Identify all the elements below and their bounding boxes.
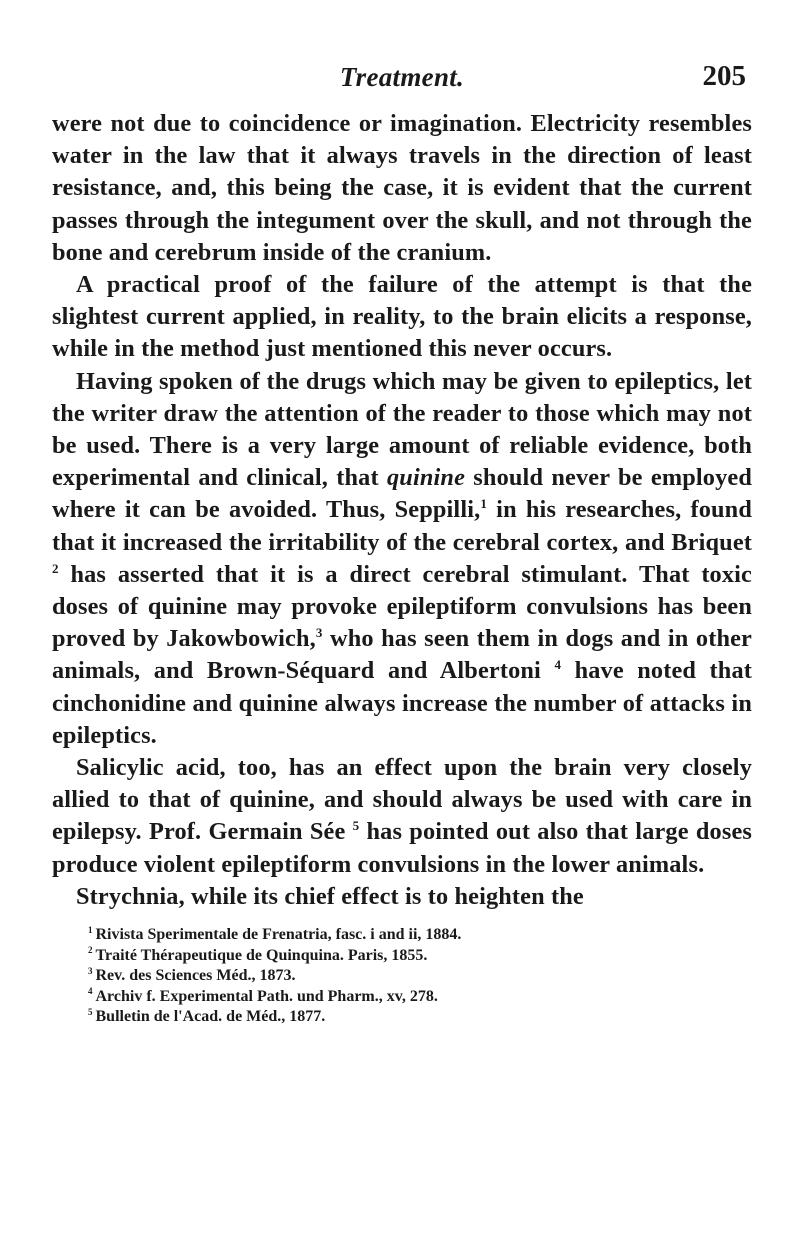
footnote-ref-2: 2 xyxy=(52,560,59,576)
footnote xyxy=(88,987,752,1008)
footnote xyxy=(88,966,752,987)
footnote xyxy=(88,1007,752,1028)
footnote-text: Rivista Sperimentale de Frenatria, fasc. i and ii, 1884. xyxy=(95,926,462,944)
footnotes xyxy=(52,925,752,1028)
footnote-number: 4 xyxy=(88,986,93,997)
page-header xyxy=(52,62,752,108)
paragraph-5: Strychnia, while its chief effect is to heighten the xyxy=(76,882,584,910)
footnote-number: 3 xyxy=(88,965,93,976)
footnote-ref-3: 3 xyxy=(315,625,323,641)
footnote xyxy=(88,946,752,967)
paragraph-4-text-a: Salicylic acid, too, has an effect upon the brain very closely allied to that of quinine, and should always be used with care in epilepsy. Prof. Germain Sée xyxy=(52,754,752,846)
footnote-ref-4: 4 xyxy=(554,657,562,673)
paragraph-3-text-d: who has seen them in dogs and in other animals, and Brown-Séquard and Albertoni xyxy=(52,625,752,685)
footnote-number: 5 xyxy=(88,1006,93,1017)
body-text xyxy=(52,108,752,913)
paragraph-3-text-e: have noted that cinchonidine and quinine always increase the number of attacks in epileptics. xyxy=(52,657,752,749)
book-page xyxy=(52,62,752,1028)
paragraph-3-text-b: in his researches, found that it increased the irritability of the cerebral cortex, and Briquet xyxy=(52,496,752,556)
paragraph-3-lead: Having spoken of the drugs which may be given to epileptics, let the writer draw the attention of the reader to those which may not be used. There is a very large amount of reliable evidence, both experimental and clinical, that xyxy=(52,367,752,492)
footnote xyxy=(88,925,752,946)
paragraph-4-text-b: has pointed out also that large doses produce violent epileptiform convulsions in the lower animals. xyxy=(52,818,752,878)
footnote-text: Bulletin de l'Acad. de Méd., 1877. xyxy=(95,1008,326,1026)
paragraph-1: were not due to coincidence or imagination. Electricity resembles water in the law that it always travels in the direction of least resistance, and, this being the case, it is evident that the current passes through the integument over the skull, and not through the bone and cerebrum inside of the cranium. xyxy=(52,110,752,266)
paragraph-4 xyxy=(52,752,752,881)
footnote-number: 1 xyxy=(88,924,93,935)
paragraph-3-text-a: should never be employed where it can be avoided. Thus, Seppilli, xyxy=(52,464,752,524)
footnote-text: Archiv f. Experimental Path. und Pharm., xv, 278. xyxy=(95,987,438,1005)
running-head: Treatment. xyxy=(339,62,465,92)
footnote-text: Rev. des Sciences Méd., 1873. xyxy=(95,967,296,985)
paragraph-3 xyxy=(52,366,752,752)
footnote-ref-5: 5 xyxy=(352,818,360,834)
footnote-ref-1: 1 xyxy=(480,496,488,512)
footnote-number: 2 xyxy=(88,945,93,956)
quinine-term: quinine xyxy=(386,464,466,492)
page-number: 205 xyxy=(702,60,746,92)
paragraph-2: A practical proof of the failure of the attempt is that the slightest current applied, in reality, to the brain elicits a response, while in the method just mentioned this never occurs. xyxy=(52,271,752,363)
footnote-text: Traité Thérapeutique de Quinquina. Paris, 1855. xyxy=(95,946,428,964)
paragraph-3-text-c: has asserted that it is a direct cerebral stimulant. That toxic doses of quinine may provoke epileptiform convulsions has been proved by Jakowbowich, xyxy=(52,560,752,653)
